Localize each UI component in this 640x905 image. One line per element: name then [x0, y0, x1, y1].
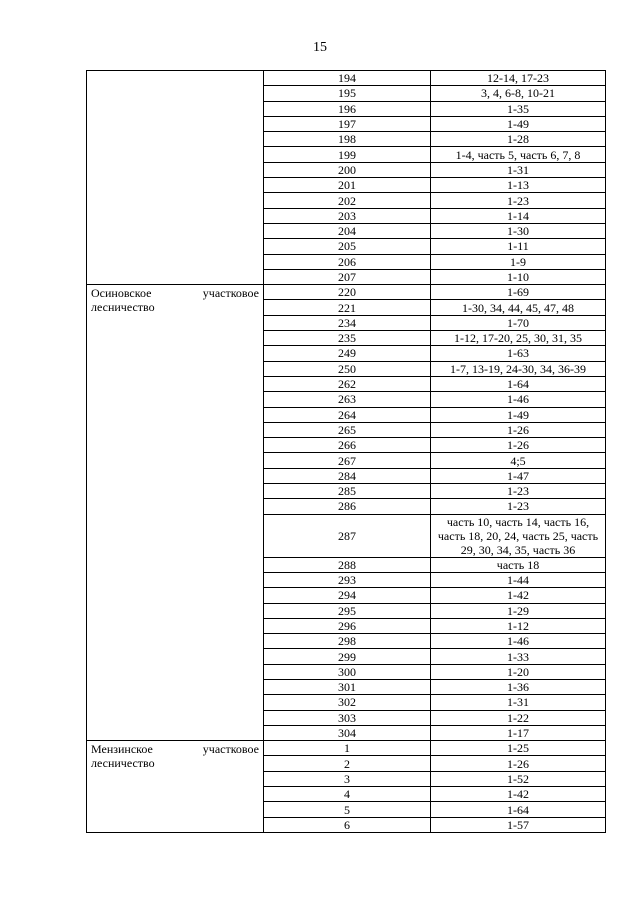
district-name-cell [87, 285, 264, 741]
plots-cell: 1-57 [431, 817, 606, 832]
quarter-number-cell: 303 [264, 710, 431, 725]
quarter-number-cell: 205 [264, 239, 431, 254]
plots-cell: 1-46 [431, 392, 606, 407]
plots-cell: 1-12 [431, 618, 606, 633]
quarter-number-cell: 201 [264, 178, 431, 193]
quarter-number-cell: 285 [264, 484, 431, 499]
plots-cell: 1-31 [431, 695, 606, 710]
plots-cell: 1-25 [431, 741, 606, 756]
plots-cell: 1-23 [431, 499, 606, 514]
quarter-number-cell: 296 [264, 618, 431, 633]
district-name-cell [87, 71, 264, 285]
forest-quarters-table [86, 70, 605, 833]
quarter-number-cell: 300 [264, 664, 431, 679]
plots-cell: 1-17 [431, 725, 606, 740]
quarter-number-cell: 235 [264, 331, 431, 346]
quarter-number-cell: 267 [264, 453, 431, 468]
quarter-number-cell: 5 [264, 802, 431, 817]
plots-cell: 12-14, 17-23 [431, 71, 606, 86]
plots-cell: 1-44 [431, 572, 606, 587]
quarter-number-cell: 202 [264, 193, 431, 208]
quarter-number-cell: 265 [264, 422, 431, 437]
plots-cell: 1-26 [431, 438, 606, 453]
quarter-number-cell: 262 [264, 376, 431, 391]
table-row [87, 71, 606, 86]
plots-cell: 4;5 [431, 453, 606, 468]
quarter-number-cell: 2 [264, 756, 431, 771]
plots-cell: 1-4, часть 5, часть 6, 7, 8 [431, 147, 606, 162]
plots-cell: 1-46 [431, 634, 606, 649]
quarter-number-cell: 286 [264, 499, 431, 514]
plots-cell: 1-10 [431, 269, 606, 284]
plots-cell: 1-33 [431, 649, 606, 664]
plots-cell: 1-12, 17-20, 25, 30, 31, 35 [431, 331, 606, 346]
plots-cell: 1-49 [431, 116, 606, 131]
quarter-number-cell: 4 [264, 787, 431, 802]
table-body [87, 71, 606, 833]
quarter-number-cell: 302 [264, 695, 431, 710]
quarter-number-cell: 250 [264, 361, 431, 376]
quarter-number-cell: 299 [264, 649, 431, 664]
plots-cell: 1-26 [431, 756, 606, 771]
plots-cell: часть 10, часть 14, часть 16, часть 18, 20, 24, часть 25, часть 29, 30, 34, 35, часть 36 [431, 514, 606, 557]
plots-cell: 1-35 [431, 101, 606, 116]
quarter-number-cell: 304 [264, 725, 431, 740]
quarter-number-cell: 301 [264, 679, 431, 694]
plots-cell: 1-42 [431, 787, 606, 802]
plots-cell: 1-11 [431, 239, 606, 254]
quarter-number-cell: 199 [264, 147, 431, 162]
quarter-number-cell: 1 [264, 741, 431, 756]
quarter-number-cell: 266 [264, 438, 431, 453]
district-suffix-word: лесничество [91, 300, 155, 315]
district-name-word: Осиновское [91, 286, 152, 301]
district-name-cell [87, 741, 264, 833]
quarter-number-cell: 196 [264, 101, 431, 116]
plots-cell: 1-36 [431, 679, 606, 694]
district-suffix-word: лесничество [91, 756, 155, 771]
plots-cell: 1-26 [431, 422, 606, 437]
quarter-number-cell: 197 [264, 116, 431, 131]
plots-cell: 3, 4, 6-8, 10-21 [431, 86, 606, 101]
quarter-number-cell: 249 [264, 346, 431, 361]
plots-cell: 1-63 [431, 346, 606, 361]
quarter-number-cell: 288 [264, 557, 431, 572]
plots-cell: 1-31 [431, 162, 606, 177]
plots-cell: 1-42 [431, 588, 606, 603]
quarter-number-cell: 206 [264, 254, 431, 269]
quarter-number-cell: 284 [264, 468, 431, 483]
plots-cell: 1-9 [431, 254, 606, 269]
quarter-number-cell: 264 [264, 407, 431, 422]
quarter-number-cell: 293 [264, 572, 431, 587]
district-name-word: Мензинское [91, 742, 153, 757]
quarter-number-cell: 6 [264, 817, 431, 832]
quarter-number-cell: 207 [264, 269, 431, 284]
quarter-number-cell: 204 [264, 223, 431, 238]
quarter-number-cell: 295 [264, 603, 431, 618]
plots-cell: 1-20 [431, 664, 606, 679]
quarter-number-cell: 287 [264, 514, 431, 557]
quarter-number-cell: 294 [264, 588, 431, 603]
plots-cell: 1-30 [431, 223, 606, 238]
plots-cell: 1-23 [431, 484, 606, 499]
quarter-number-cell: 298 [264, 634, 431, 649]
plots-cell: 1-64 [431, 376, 606, 391]
quarter-number-cell: 221 [264, 300, 431, 315]
plots-cell: 1-28 [431, 132, 606, 147]
table-row [87, 285, 606, 300]
quarter-number-cell: 194 [264, 71, 431, 86]
district-type-word: участковое [202, 742, 259, 757]
table-row [87, 741, 606, 756]
page-number: 15 [313, 40, 327, 55]
quarter-number-cell: 198 [264, 132, 431, 147]
plots-cell: 1-23 [431, 193, 606, 208]
plots-cell: 1-47 [431, 468, 606, 483]
quarter-number-cell: 195 [264, 86, 431, 101]
plots-cell: 1-52 [431, 771, 606, 786]
quarter-number-cell: 3 [264, 771, 431, 786]
district-type-word: участковое [202, 286, 259, 301]
plots-cell: 1-29 [431, 603, 606, 618]
quarter-number-cell: 263 [264, 392, 431, 407]
plots-cell: 1-14 [431, 208, 606, 223]
plots-cell: 1-69 [431, 285, 606, 300]
plots-cell: 1-30, 34, 44, 45, 47, 48 [431, 300, 606, 315]
plots-cell: 1-22 [431, 710, 606, 725]
plots-cell: 1-70 [431, 315, 606, 330]
plots-cell: часть 18 [431, 557, 606, 572]
plots-cell: 1-49 [431, 407, 606, 422]
plots-cell: 1-13 [431, 178, 606, 193]
plots-cell: 1-64 [431, 802, 606, 817]
plots-cell: 1-7, 13-19, 24-30, 34, 36-39 [431, 361, 606, 376]
quarter-number-cell: 220 [264, 285, 431, 300]
quarter-number-cell: 234 [264, 315, 431, 330]
quarter-number-cell: 200 [264, 162, 431, 177]
quarter-number-cell: 203 [264, 208, 431, 223]
